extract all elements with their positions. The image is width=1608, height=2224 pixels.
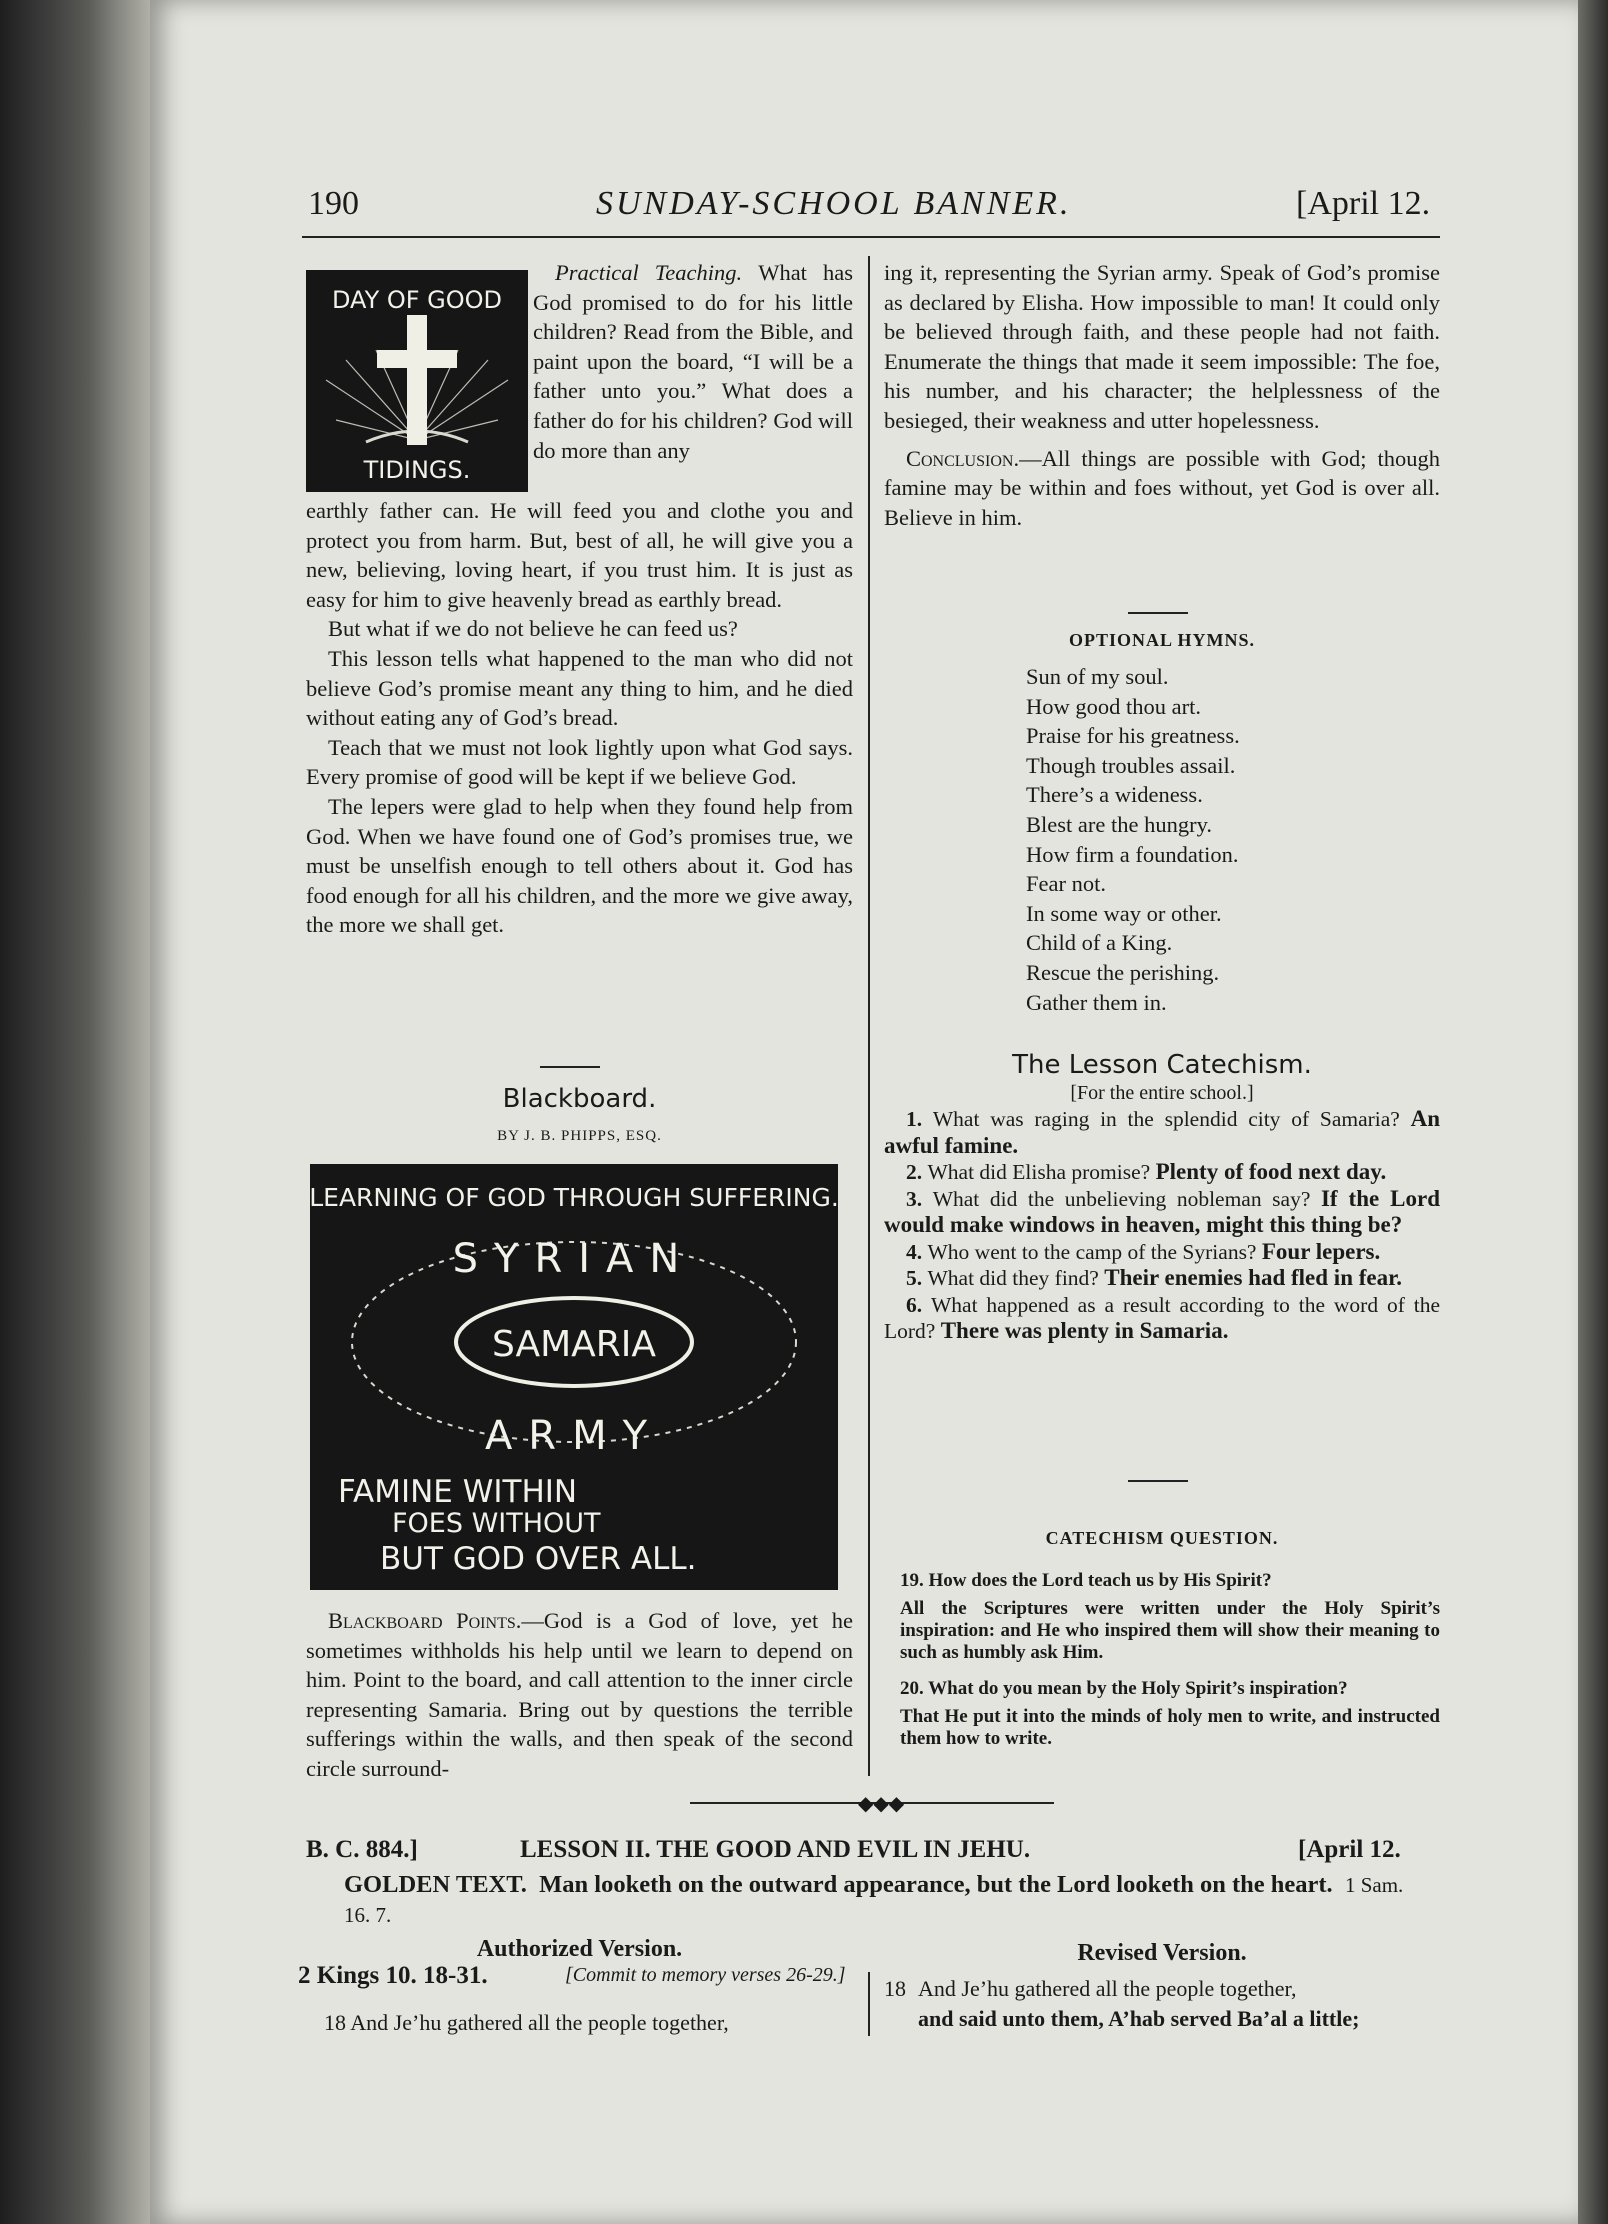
book-binding bbox=[0, 0, 160, 2224]
catechism-question: What was raging in the splendid city of Samaria? bbox=[932, 1107, 1411, 1131]
practical-text-part: earthly father can. He will feed you and clothe you and protect you from harm. But, best of all, he will give you a new, believing, loving heart, if you trust him. It is just as easy for him to give heavenly bread as earthly bread. bbox=[306, 498, 853, 612]
paragraph: This lesson tells what happened to the man who did not believe God’s promise meant any thing to him, and he died without eating any of God’s bread. bbox=[306, 645, 853, 731]
catechism-answer: An awful famine. bbox=[884, 1106, 1441, 1158]
page-edge bbox=[1578, 0, 1608, 2224]
catechism-number: 3. bbox=[906, 1186, 933, 1211]
paragraph: But what if we do not believe he can feed us? bbox=[328, 616, 738, 642]
hymn-item: Gather them in. bbox=[1026, 989, 1167, 1015]
catechism-item bbox=[884, 1106, 1440, 1159]
header-date: [April 12. bbox=[1296, 185, 1431, 222]
catechism-question: Who went to the camp of the Syrians? bbox=[927, 1239, 1262, 1264]
badge-bottom-text: TIDINGS. bbox=[363, 456, 471, 484]
doctrine-answer: All the Scriptures were written under the Holy Spirit’s inspiration: and He who inspired them will show their meaning to such as humbly ask Him. bbox=[900, 1598, 1440, 1663]
hymn-item: Praise for his greatness. bbox=[1026, 723, 1240, 749]
catechism-number: 5. bbox=[906, 1266, 928, 1290]
lesson-date: [April 12. bbox=[1298, 1836, 1401, 1863]
blackboard-foes: FOES WITHOUT bbox=[392, 1508, 601, 1539]
blackboard-illustration bbox=[310, 1164, 838, 1590]
doctrine-answer: That He put it into the minds of holy men to write, and instructed them how to write. bbox=[900, 1706, 1440, 1749]
catechism-question-title: CATECHISM QUESTION. bbox=[1045, 1528, 1279, 1548]
blackboard-line-1: LEARNING OF GOD THROUGH SUFFERING. bbox=[310, 1183, 838, 1212]
catechism-number: 4. bbox=[906, 1239, 928, 1264]
hymn-item: How good thou art. bbox=[1026, 693, 1201, 719]
golden-label: GOLDEN TEXT. bbox=[344, 1871, 527, 1898]
catechism-question: What did they find? bbox=[927, 1266, 1105, 1290]
catechism-answer: Plenty of food next day. bbox=[1155, 1159, 1387, 1184]
right-column-continuation bbox=[884, 258, 1440, 532]
paragraph: The lepers were glad to help when they found help from God. When we have found one of God’s promises true, we must be unselfish enough to tell others about it. God has food enough for all his children, and the more we give away, the more we shall get. bbox=[306, 793, 853, 938]
hymn-item: Though troubles assail. bbox=[1026, 752, 1236, 778]
catechism-subtitle: [For the entire school.] bbox=[1070, 1082, 1254, 1104]
left-column-body bbox=[306, 496, 853, 940]
catechism-item bbox=[884, 1292, 1440, 1345]
revised-title: Revised Version. bbox=[1077, 1940, 1247, 1966]
catechism-item bbox=[884, 1239, 1440, 1266]
catechism-answer: There was plenty in Samaria. bbox=[940, 1318, 1229, 1343]
golden-quote: Man looketh on the outward appearance, but the Lord looketh on the heart. bbox=[539, 1871, 1333, 1898]
catechism-title: The Lesson Catechism. bbox=[1012, 1050, 1312, 1080]
blackboard-title: Blackboard. bbox=[502, 1084, 657, 1114]
header-rule bbox=[302, 236, 1440, 238]
hymn-item: How firm a foundation. bbox=[1026, 841, 1239, 867]
catechism-answer: Their enemies had fled in fear. bbox=[1104, 1265, 1402, 1290]
catechism-number: 1. bbox=[906, 1107, 933, 1131]
points-heading: Blackboard Points. bbox=[328, 1608, 522, 1633]
conclusion-heading: Conclusion. bbox=[906, 445, 1020, 471]
golden-ref: 1 Sam. 16. 7. bbox=[344, 1873, 1404, 1927]
catechism-questions bbox=[900, 1570, 1440, 1764]
catechism-answer: If the Lord would make windows in heaven, might this thing be? bbox=[884, 1185, 1440, 1237]
hymn-item: Child of a King. bbox=[1026, 930, 1173, 956]
revised-verse-18b: and said unto them, A’hab served Ba’al a little; bbox=[918, 2006, 1360, 2031]
blackboard-samaria: SAMARIA bbox=[491, 1324, 657, 1365]
practical-heading: Practical Teaching. bbox=[555, 260, 743, 285]
column-divider bbox=[868, 256, 870, 1776]
practical-teaching-intro bbox=[533, 258, 853, 465]
hymn-item: There’s a wideness. bbox=[1026, 782, 1203, 808]
hymn-item: In some way or other. bbox=[1026, 900, 1222, 926]
blackboard-points bbox=[306, 1606, 853, 1784]
badge-top-text: DAY OF GOOD bbox=[331, 286, 503, 314]
ornament-icon: ◆◆◆ bbox=[858, 1793, 905, 1815]
hymn-item: Rescue the perishing. bbox=[1026, 959, 1220, 985]
revised-verse-num: 18 bbox=[884, 1976, 906, 2001]
practical-text-part: What has God promised to do for his little children? Read from the Bible, and paint upon the board, “I will be a father unto you.” What does a father do for his children? God will do more than any bbox=[533, 260, 854, 463]
revised-verse-18a: And Je’hu gathered all the people together, bbox=[918, 1976, 1297, 2001]
catechism-list bbox=[884, 1106, 1440, 1345]
catechism-question: What did Elisha promise? bbox=[927, 1160, 1156, 1184]
catechism-number: 6. bbox=[906, 1292, 931, 1317]
doctrine-question: 20. What do you mean by the Holy Spirit’s inspiration? bbox=[900, 1678, 1348, 1699]
day-of-good-tidings-emblem bbox=[306, 270, 528, 492]
catechism-answer: Four lepers. bbox=[1261, 1238, 1381, 1264]
hymn-item: Sun of my soul. bbox=[1026, 664, 1169, 689]
section-rule bbox=[1128, 612, 1188, 614]
blackboard-army: ARMY bbox=[484, 1413, 664, 1459]
lesson-bc: B. C. 884.] bbox=[306, 1836, 418, 1863]
running-title: SUNDAY-SCHOOL BANNER. bbox=[596, 185, 1072, 222]
authorized-ref: 2 Kings 10. 18-31. bbox=[298, 1962, 488, 1989]
catechism-number: 2. bbox=[906, 1160, 928, 1184]
lesson-title: LESSON II. THE GOOD AND EVIL IN JEHU. bbox=[520, 1836, 1031, 1863]
paragraph: ing it, representing the Syrian army. Speak of God’s promise as declared by Elisha. How impossible to man! It could only be believed through faith, and these people had not faith. Enumerate the things that made it seem impossible: The foe, his number, and his character; the helplessness of the besieged, their weakness and utter hopelessness. bbox=[884, 260, 1440, 433]
hymns-list bbox=[1026, 662, 1240, 1017]
conclusion-text: —All things are possible with God; though famine may be within and foes without, yet God is over all. Believe in him. bbox=[884, 445, 1440, 530]
version-divider bbox=[868, 1972, 870, 2036]
golden-text bbox=[344, 1870, 1434, 1930]
authorized-title: Authorized Version. bbox=[476, 1936, 683, 1962]
cross-icon bbox=[306, 270, 528, 492]
authorized-commit: [Commit to memory verses 26-29.] bbox=[565, 1964, 846, 1986]
catechism-question: What did the unbelieving nobleman say? bbox=[932, 1186, 1321, 1211]
doctrine-question: 19. How does the Lord teach us by His Spirit? bbox=[900, 1570, 1272, 1591]
paragraph: Teach that we must not look lightly upon what God says. Every promise of good will be kept if we believe God. bbox=[306, 734, 853, 790]
hymn-item: Blest are the hungry. bbox=[1026, 811, 1212, 837]
section-rule bbox=[1128, 1480, 1188, 1482]
catechism-question: What happened as a result according to the word of the Lord? bbox=[884, 1292, 1440, 1343]
hymn-item: Fear not. bbox=[1026, 871, 1106, 897]
section-rule bbox=[540, 1066, 600, 1068]
blackboard-famine: FAMINE WITHIN bbox=[338, 1474, 578, 1510]
page-number: 190 bbox=[308, 185, 359, 222]
blackboard-byline: BY J. B. PHIPPS, ESQ. bbox=[497, 1128, 662, 1144]
catechism-item bbox=[884, 1159, 1440, 1186]
catechism-item bbox=[884, 1265, 1440, 1292]
points-text: —God is a God of love, yet he sometimes withholds his help until we learn to depend on him. Point to the board, and call attention to the inner circle representing Samaria. Bring out by questions the terrible sufferings within the walls, and then speak of the second circle surround- bbox=[306, 1608, 853, 1781]
catechism-item bbox=[884, 1186, 1440, 1239]
blackboard-syrian: SYRIAN bbox=[452, 1236, 696, 1282]
authorized-verse-18: 18 And Je’hu gathered all the people together, bbox=[324, 2010, 729, 2035]
blackboard-god: BUT GOD OVER ALL. bbox=[380, 1541, 697, 1577]
hymns-title: OPTIONAL HYMNS. bbox=[1068, 630, 1256, 650]
